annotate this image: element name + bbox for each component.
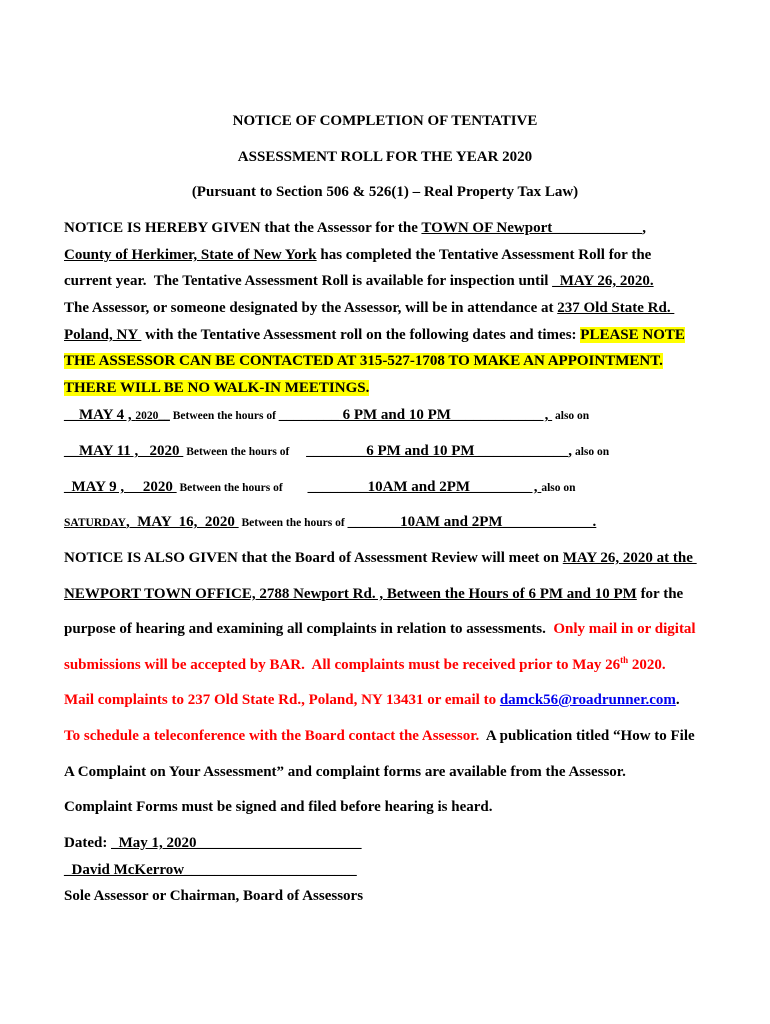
assessor-address: 237 Old State Rd. [557, 300, 675, 316]
notice-line-5 [64, 326, 685, 344]
schedule-between: Between the hours of [183, 446, 293, 458]
signer-name: _David McKerrow_______________________ [64, 862, 357, 878]
heading-line-2: ASSESSMENT ROLL FOR THE YEAR 2020 [237, 149, 533, 165]
highlighted-note: PLEASE NOTE [580, 327, 685, 343]
schedule-date: _MAY 9 , 2020 [64, 479, 177, 495]
bar-line-8: Complaint Forms must be signed and filed before hearing is heard. [64, 799, 493, 815]
schedule-row [64, 478, 576, 497]
schedule-times: _______10AM and 2PM____________. [347, 514, 597, 530]
bar-text: A publication titled “How to File [479, 728, 695, 744]
inspection-date: _MAY 26, 2020. [552, 273, 654, 289]
bar-line-5 [64, 691, 680, 709]
schedule-between: Between the hours of [169, 410, 279, 422]
schedule-tail: also on [552, 410, 590, 422]
schedule-date: __MAY 4 , [64, 407, 136, 423]
bar-line-2 [64, 585, 683, 603]
bar-text: for the [636, 586, 684, 602]
bar-location: NEWPORT TOWN OFFICE, 2788 Newport Rd. , Between the Hours of 6 PM and 10 PM [64, 586, 637, 602]
schedule-times: ________10AM and 2PM________ , [307, 479, 542, 495]
bar-warning: submissions will be accepted by BAR. All complaints must be received prior to May 26 [64, 657, 621, 673]
bar-warning: To schedule a teleconference with the Board contact the Assessor. [64, 728, 480, 744]
notice-line-7 [64, 379, 369, 397]
notice-line-3 [64, 272, 654, 290]
schedule-times: ________6 PM and 10 PM ____________, [306, 443, 573, 459]
bar-line-4 [64, 656, 666, 674]
highlighted-note: THE ASSESSOR CAN BE CONTACTED AT 315-527-1708 TO MAKE AN APPOINTMENT. [64, 353, 663, 369]
signer-title: Sole Assessor or Chairman, Board of Assessors [64, 888, 364, 904]
schedule-date: SATURDAY [64, 517, 126, 529]
notice-text: has completed the Tentative Assessment Roll for the [316, 247, 652, 263]
bar-line-7: A Complaint on Your Assessment” and complaint forms are available from the Assessor. [64, 764, 626, 780]
bar-text: NOTICE IS ALSO GIVEN that the Board of Assessment Review will meet on [64, 550, 563, 566]
bar-line-1 [64, 549, 697, 567]
bar-warning: 2020. [628, 657, 666, 673]
heading-line-1: NOTICE OF COMPLETION OF TENTATIVE [232, 113, 538, 129]
highlighted-note: THERE WILL BE NO WALK-IN MEETINGS. [64, 380, 370, 396]
notice-text: NOTICE IS HEREBY GIVEN that the Assessor for the [64, 220, 422, 236]
schedule-between: Between the hours of [176, 482, 286, 494]
notice-text: current year. The Tentative Assessment Roll is available for inspection until [64, 273, 553, 289]
dated-line [64, 834, 362, 852]
bar-line-6 [64, 727, 695, 745]
notice-line-2 [64, 246, 651, 264]
notice-line-1 [64, 219, 646, 237]
ordinal-suffix: th [620, 655, 629, 665]
schedule-year: 2020__ [135, 410, 170, 422]
notice-text: with the Tentative Assessment roll on the following dates and times: [141, 327, 581, 343]
notice-line-6 [64, 352, 663, 370]
notice-text: The Assessor, or someone designated by the Assessor, will be in attendance at [64, 300, 558, 316]
schedule-row [64, 513, 596, 532]
bar-line-3 [64, 620, 696, 638]
county-name: County of Herkimer, State of New York [64, 247, 317, 263]
dated-value: _May 1, 2020______________________ [111, 835, 362, 851]
schedule-year: , MAY 16, 2020 [126, 514, 239, 530]
bar-text: purpose of hearing and examining all complaints in relation to assessments. [64, 621, 554, 637]
notice-line-4 [64, 299, 674, 317]
bar-warning: Only mail in or digital [553, 621, 696, 637]
schedule-date: __MAY 11 , 2020 [64, 443, 184, 459]
bar-warning: Mail complaints to 237 Old State Rd., Poland, NY 13431 or email to [64, 692, 500, 708]
schedule-tail: also on [541, 482, 576, 494]
schedule-between: Between the hours of [238, 517, 348, 529]
dated-label: Dated: [64, 835, 112, 851]
schedule-times: ________ 6 PM and 10 PM____________ , [278, 407, 553, 423]
schedule-row [64, 406, 589, 425]
email-link[interactable]: damck56@roadrunner.com [499, 692, 676, 708]
bar-date: MAY 26, 2020 at the [562, 550, 697, 566]
schedule-tail: also on [572, 446, 610, 458]
schedule-row [64, 442, 609, 461]
town-name: TOWN OF Newport____________, [421, 220, 646, 236]
heading-line-3: (Pursuant to Section 506 & 526(1) – Real Property Tax Law) [191, 184, 579, 200]
bar-text: . [675, 692, 680, 708]
assessor-city: Poland, NY [64, 327, 142, 343]
